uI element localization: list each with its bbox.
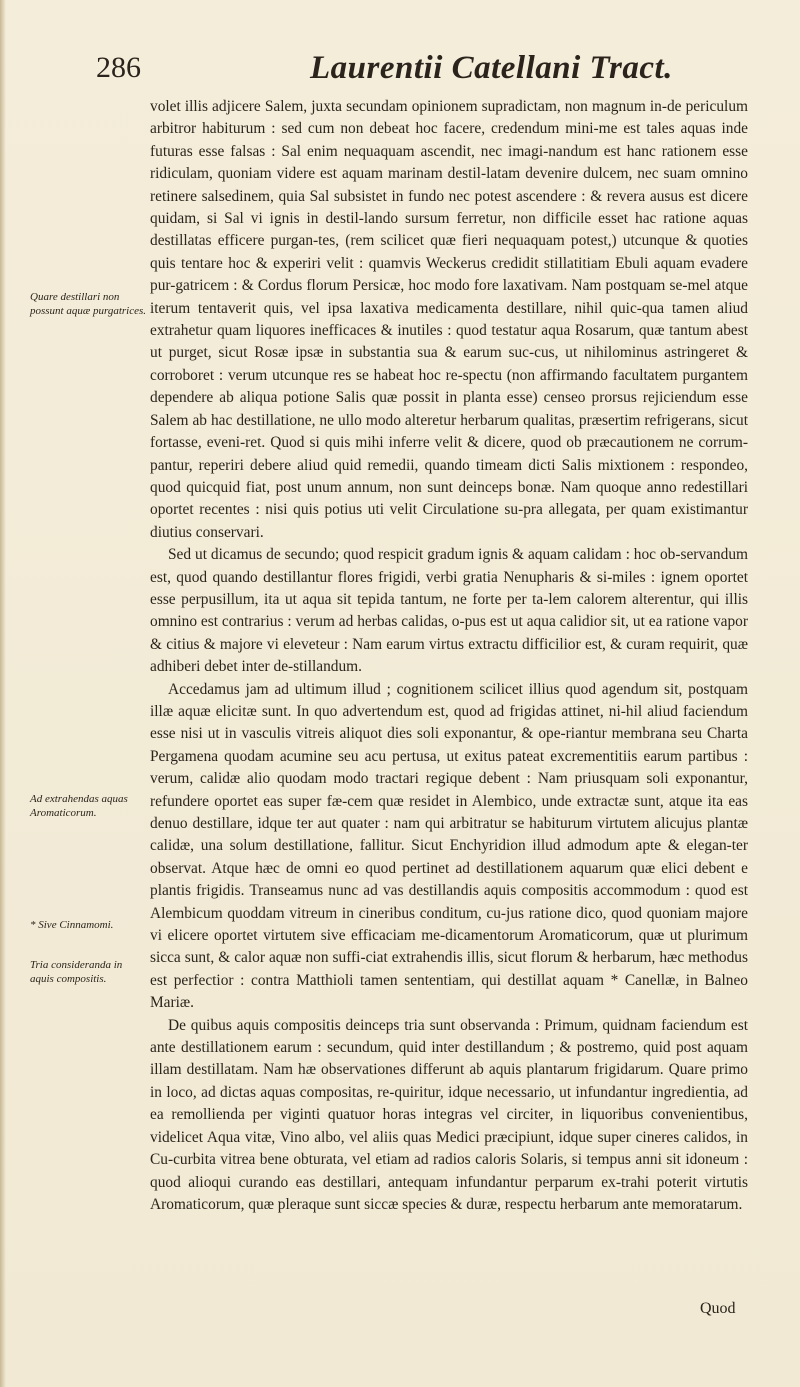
body-text	[150, 96, 748, 1216]
page-number: 286	[96, 51, 141, 84]
paragraph: Sed ut dicamus de secundo; quod respicit gradum ignis & aquam calidam : hoc ob-servandum est, quod quando destillantur flores frigidi, verbi gratia Nenupharis & si-miles : ignem oportet esse perpusillum, ita ut aqua sit tepida tantum, ne forte per ta-lem calorem alterentur, qui illis omnino est contrarius : verum ad herbas calidas, o-pus est ut aqua calidior sit, ut ea ratione vapor & citius & majore vi eleveteur : Nam earum virtus extractu difficilior est, & curam requirit, quæ adhiberi debet inter de-stillandum.	[150, 546, 748, 676]
margin-note: Quare destillari non possunt aquæ purgatrices.	[30, 291, 147, 317]
margin-note: Ad extrahendas aquas Aromaticorum.	[30, 793, 128, 819]
catchword: Quod	[700, 1300, 736, 1317]
page-edge-shadow	[0, 0, 6, 1387]
page-header	[96, 48, 746, 92]
running-title: Laurentii Catellani Tract.	[310, 50, 673, 86]
paragraph: De quibus aquis compositis deinceps tria sunt observanda : Primum, quidnam faciendum est ante destillationem earum : secundum, quid inter destillandum ; & postremo, quid post aquam illam destillatam. Nam hæ observationes differunt ab aquis plantarum frigidarum. Quare primo in loco, ad dictas aquas compositas, re-quiritur, idque necessario, ut infundantur ingredientia, ad ea remollienda per viginti quatuor horas integras vel circiter, in liquoribus convenientibus, videlicet Aqua vitæ, Vino albo, vel aliis quas Medici præcipiunt, idque super cineres calidos, in Cu-curbita vitrea bene obturata, vel etiam ad radios caloris Solaris, si tempus anni sit idoneum : quod alioqui curando eas destillari, antequam infundantur perparum ex-trahi poterit virtutis Aromaticorum, quæ pleraque sunt siccæ species & duræ, respectu herbarum ante memoratarum.	[150, 1016, 748, 1213]
paragraph: Accedamus jam ad ultimum illud ; cognitionem scilicet illius quod agendum sit, postquam illæ aquæ elicitæ sunt. In quo advertendum est, quod ad frigidas attinet, ni-hil aliud faciendum esse nisi ut in vasculis vitreis aliquot dies soli exponantur, & ope-riantur membrana seu Charta Pergamena quodam acumine seu acu pertusa, ut exitus pateat excrementitiis earum partibus : verum, calidæ alio quodam modo tractari regique debent : Nam priusquam soli exponantur, refundere oportet eas super fæ-cem quæ residet in Alembico, unde extractæ sunt, atque ita eas denuo destillare, idque ter aut quater : nam qui arbitratur se habiturum virtutem alicujus plantæ calidæ, una solum destillatione, fallitur. Sicut Enchyridion illud admodum apte & elegan-ter observat. Atque hæc de omni eo quod pertinet ad destillationem aquarum quæ elici debent e plantis frigidis. Transeamus nunc ad vas destillandis aquis compositis accommodum : quod est Alembicum quoddam vitreum in cineribus conditum, cu-jus ratione dico, quod quoniam majore vi elicere oportet virtutem sive efficaciam me-dicamentorum Aromaticorum, quæ ut plurimum sicca sunt, & calor aquæ non suffi-ciat extrahendis illis, sicut florum & herbarum, hæc methodus est perfectior : contra Matthioli tamen sententiam, qui destillat aquam * Canellæ, in Balneo Mariæ.	[150, 680, 748, 1012]
margin-note: * Sive Cinnamomi.	[30, 919, 114, 931]
margin-note: Tria consideranda in aquis compositis.	[30, 959, 123, 985]
paragraph: volet illis adjicere Salem, juxta secundam opinionem supradictam, non magnum in-de periculum arbitror habiturum : sed cum non debeat hoc facere, credendum mini-me est tales aquas inde futuras esse falsas : Sal enim nequaquam ascendit, nec imagi-nandum est hanc rationem esse ridiculam, quoniam videre est aquam marinam destil-latam devenire dulcem, nec suam omnino retinere salsedinem, quia Sal subsistet in fundo nec potest ascendere : & revera ausus est dicere quidam, si Sal vi ignis in destil-lando sursum ferretur, non difficile esset hac ratione aquas destillatas efficere purgan-tes, (rem scilicet quæ fieri nequaquam potest,) utcunque & quoties quis tentare hoc & experiri velit : quamvis Weckerus credidit stillatitiam Ebuli aquam evadere pur-gatricem : & Cordus florum Persicæ, hoc modo fore laxativam. Nam postquam se-mel atque iterum tentaverit quis, vel ipsa laxativa medicamenta destillare, nihil quic-qua tamen aliud extrahetur quam liquores inefficaces & inutiles : quod testatur aqua Rosarum, quæ tantum abest ut purget, sicut Rosæ ipsæ in substantia sua & earum suc-cus, ut nihilominus astringeret & corroboret : verum utcunque res se habeat hoc re-spectu (non affirmando facultatem purgantem dependere ab aliqua potione Salis quæ possit in planta esse) censeo prorsus rejiciendum esse Salem ab hac destillatione, ne ullo modo alteretur herbarum qualitas, præsertim refrigerans, sicut fortasse, eveni-ret. Quod si quis mihi inferre velit & dicere, quod ob præcautionem ne corrum-pantur, reperiri debere aliud quid remedii, quando timeam dicti Salis mixtionem : respondeo, quod quicquid fiat, post unum annum, non sunt deinceps bonæ. Nam quoque anno redestillari oportet recentes : nisi quis potius uti velit Circulatione su-pra allegata, per quam existimantur diutius conservari.	[150, 98, 748, 541]
